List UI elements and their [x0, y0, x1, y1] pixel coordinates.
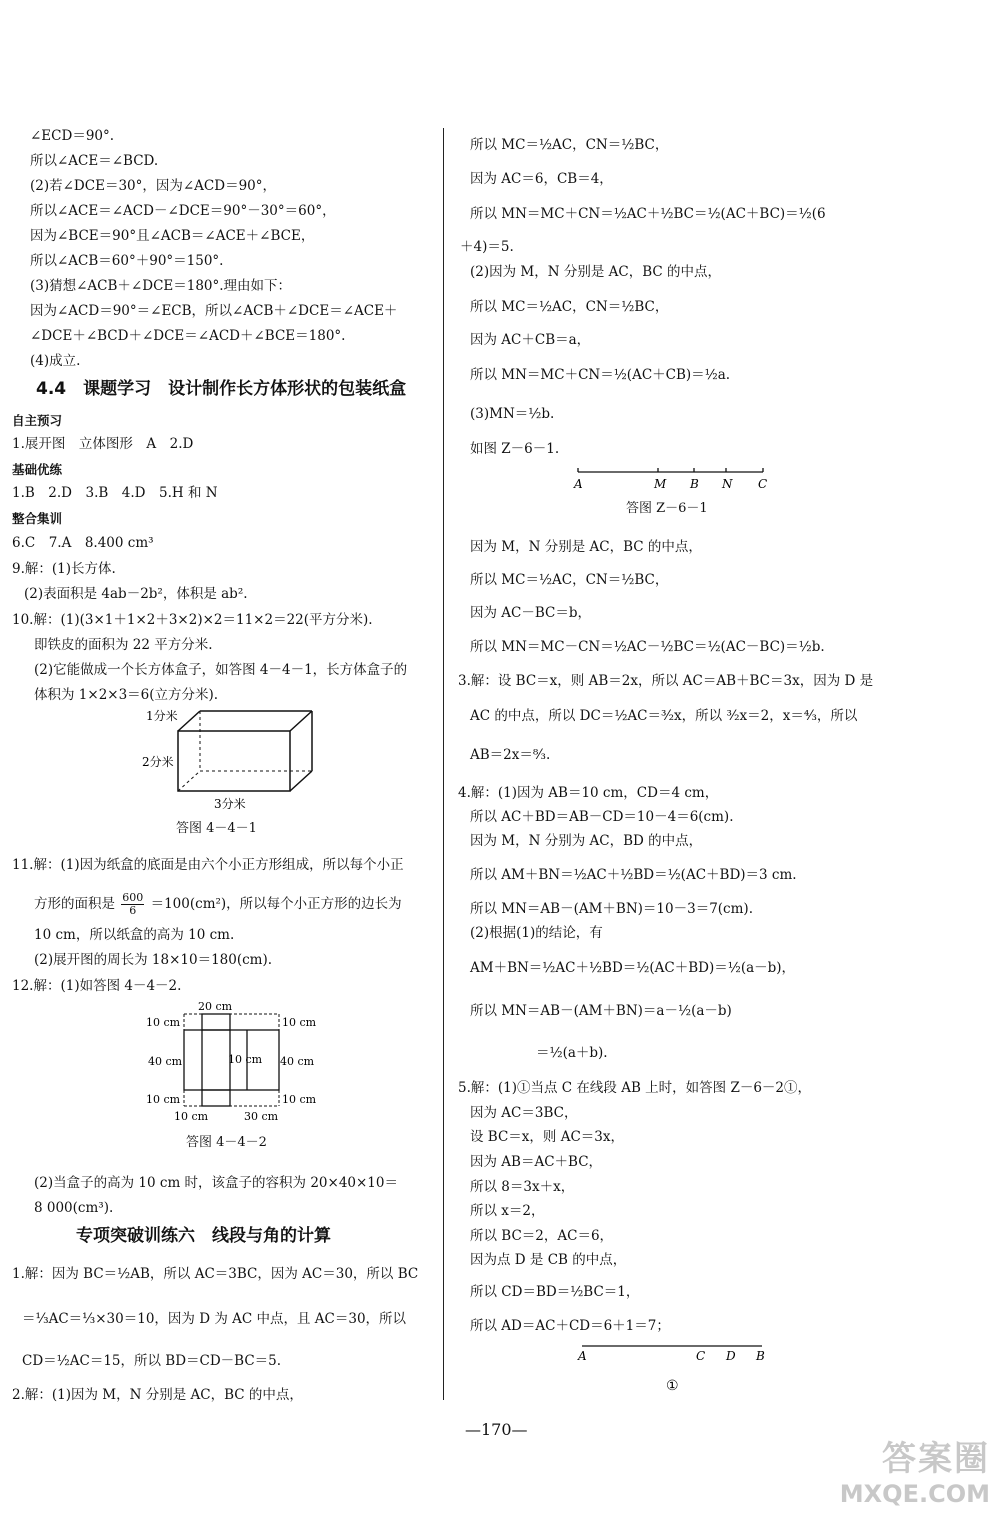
text-line: 所以∠ACE＝∠ACD－∠DCE＝90°－30°＝60°，: [30, 203, 336, 219]
cuboid-label-side: 2分米: [142, 755, 174, 769]
text-line: 所以 MN＝MC－CN＝½AC－½BC＝½(AC－BC)＝½b.: [470, 639, 825, 655]
text-line: 所以 AC＋BD＝AB－CD＝10－4＝6(cm).: [470, 809, 734, 825]
cuboid-label-bottom: 3分米: [214, 797, 246, 811]
text-line: 所以 MN＝MC＋CN＝½AC＋½BC＝½(AC＋BC)＝½(6: [470, 206, 826, 222]
text-line: 所以∠ACE＝∠BCD.: [30, 153, 159, 169]
text-line: (2)表面积是 4ab－2b²，体积是 ab².: [24, 586, 248, 602]
figure-caption: 答图 Z－6－1: [626, 501, 708, 516]
net-label-center: 10 cm: [228, 1053, 263, 1066]
text-line: 所以 MC＝½AC，CN＝½BC，: [470, 137, 669, 153]
text-line: 3.解：设 BC＝x，则 AB＝2x，所以 AC＝AB＋BC＝3x，因为 D 是: [458, 673, 874, 689]
text-line: 12.解：(1)如答图 4－4－2.: [12, 978, 182, 994]
point-label-M: M: [654, 477, 667, 491]
figure-caption: ①: [666, 1378, 679, 1394]
text-line: (2)若∠DCE＝30°，因为∠ACD＝90°，: [30, 178, 277, 194]
text-line: (2)它能做成一个长方体盒子，如答图 4－4－1，长方体盒子的: [34, 662, 408, 678]
text-line: 所以 MC＝½AC，CN＝½BC，: [470, 572, 669, 588]
segment-figure-2: [572, 1336, 772, 1404]
net-label-right-mid: 40 cm: [280, 1055, 315, 1068]
text-line: 即铁皮的面积为 22 平方分米.: [34, 637, 213, 653]
point-label-N: N: [722, 477, 733, 491]
text-line: 8 000(cm³).: [34, 1200, 114, 1216]
point-label-A: A: [578, 1349, 587, 1363]
text-line: 所以 MN＝AB－(AM＋BN)＝a－½(a－b): [470, 1003, 732, 1019]
text-line: 体积为 1×2×3＝6(立方分米).: [34, 687, 219, 703]
text-line: (2)根据(1)的结论，有: [470, 925, 603, 941]
text-line: (3)猜想∠ACB＋∠DCE＝180°.理由如下：: [30, 278, 292, 294]
text-line: AM＋BN＝½AC＋½BD＝½(AC＋BD)＝½(a－b)，: [470, 960, 796, 976]
point-label-B: B: [756, 1349, 765, 1363]
text-line: 2.解：(1)因为 M，N 分别是 AC，BC 的中点，: [12, 1387, 303, 1403]
segment-figure-1: [568, 462, 778, 496]
text-line: 所以∠ACB＝60°＋90°＝150°.: [30, 253, 224, 269]
text-line: ∠DCE＋∠BCD＋∠DCE＝∠ACD＋∠BCE＝180°.: [30, 328, 346, 344]
text-line: 10 cm，所以纸盒的高为 10 cm.: [34, 927, 235, 943]
text-line: 所以 MC＝½AC，CN＝½BC，: [470, 299, 669, 315]
text-line: 因为点 D 是 CB 的中点，: [470, 1252, 627, 1268]
net-label-bottom-right: 30 cm: [244, 1110, 279, 1123]
column-divider: [443, 128, 444, 1400]
figure-caption: 答图 4－4－1: [176, 821, 257, 836]
text-line: 因为∠ACD＝90°＝∠ECB，所以∠ACB＋∠DCE＝∠ACE＋: [30, 303, 398, 319]
net-label-top: 20 cm: [198, 1000, 233, 1013]
subsection-label: 自主预习: [12, 413, 63, 428]
text-line: ＋4)＝5.: [460, 239, 514, 255]
net-label-left-bottom: 10 cm: [146, 1093, 181, 1106]
text-line: CD＝½AC＝15，所以 BD＝CD－BC＝5.: [22, 1353, 282, 1369]
text-line: ＝⅓AC＝⅓×30＝10，因为 D 为 AC 中点，且 AC＝30，所以: [22, 1311, 407, 1327]
text-line: ＝½(a＋b).: [536, 1045, 608, 1061]
text-line: 所以 CD＝BD＝½BC＝1，: [470, 1284, 640, 1300]
text-line: 1.展开图 立体图形 A 2.D: [12, 436, 194, 452]
text-line: AC 的中点，所以 DC＝½AC＝³⁄₂x，所以 ³⁄₂x＝2，x＝⁴⁄₃，所以: [470, 708, 858, 724]
watermark-text: 答案圈: [882, 1439, 990, 1479]
text-line: 因为 AC－BC＝b，: [470, 605, 592, 621]
text-line: 所以 8＝3x＋x，: [470, 1179, 575, 1195]
subsection-label: 基础优练: [12, 462, 63, 477]
net-label-left-mid: 40 cm: [148, 1055, 183, 1068]
text-line: 1.B 2.D 3.B 4.D 5.H 和 N: [12, 485, 218, 501]
section-title: 4.4 课题学习 设计制作长方体形状的包装纸盒: [36, 379, 407, 399]
net-figure: [140, 996, 330, 1126]
text-line: 11.解：(1)因为纸盒的底面是由六个小正方形组成，所以每个小正: [12, 857, 404, 873]
watermark-url: MXQE.COM: [839, 1480, 990, 1508]
text-line: 所以 x＝2，: [470, 1203, 545, 1219]
net-label-right-top: 10 cm: [282, 1016, 317, 1029]
text-line: (2)展开图的周长为 18×10＝180(cm).: [34, 952, 273, 968]
text-line: (3)MN＝½b.: [470, 406, 555, 422]
text-line: 所以 AD＝AC＋CD＝6＋1＝7；: [470, 1318, 670, 1334]
point-label-C: C: [758, 477, 768, 491]
text-segment: ＝100(cm²)，所以每个小正方形的边长为: [150, 896, 402, 912]
text-line: 所以 MN＝MC＋CN＝½(AC＋CB)＝½a.: [470, 367, 731, 383]
text-line: [34, 892, 402, 917]
text-line: 1.解：因为 BC＝½AB，所以 AC＝3BC，因为 AC＝30，所以 BC: [12, 1266, 419, 1282]
text-line: (2)因为 M，N 分别是 AC，BC 的中点，: [470, 264, 722, 280]
text-line: 因为 AC＝3BC，: [470, 1105, 578, 1121]
text-line: AB＝2x＝⁸⁄₃.: [470, 747, 551, 763]
fraction-denominator: 6: [129, 904, 137, 917]
text-line: 因为∠BCE＝90°且∠ACB＝∠ACE＋∠BCE，: [30, 228, 315, 244]
net-label-left-top: 10 cm: [146, 1016, 181, 1029]
net-label-right-bottom: 10 cm: [282, 1093, 317, 1106]
text-line: 因为 AC＋CB＝a，: [470, 332, 591, 348]
text-line: (4)成立.: [30, 353, 81, 369]
subsection-label: 整合集训: [12, 511, 63, 526]
text-line: 9.解：(1)长方体.: [12, 561, 116, 577]
text-line: 6.C 7.A 8.400 cm³: [12, 535, 154, 551]
point-label-B: B: [690, 477, 699, 491]
section-title: 专项突破训练六 线段与角的计算: [76, 1226, 331, 1246]
text-line: ∠ECD＝90°.: [30, 128, 115, 144]
text-line: 所以 BC＝2，AC＝6，: [470, 1228, 614, 1244]
point-label-D: D: [726, 1349, 736, 1363]
cuboid-label-top: 1分米: [146, 709, 178, 723]
point-label-C: C: [696, 1349, 706, 1363]
text-line: 因为 M，N 分别是 AC，BC 的中点，: [470, 539, 702, 555]
figure-caption: 答图 4－4－2: [186, 1135, 267, 1150]
text-line: (2)当盒子的高为 10 cm 时，该盒子的容积为 20×40×10＝: [34, 1175, 398, 1191]
text-line: 设 BC＝x，则 AC＝3x，: [470, 1129, 624, 1145]
text-line: 4.解：(1)因为 AB＝10 cm，CD＝4 cm，: [458, 785, 719, 801]
text-line: 因为 AC＝6，CB＝4，: [470, 171, 613, 187]
net-label-bottom-left: 10 cm: [174, 1110, 209, 1123]
text-line: 10.解：(1)(3×1＋1×2＋3×2)×2＝11×2＝22(平方分米).: [12, 612, 373, 628]
text-line: 5.解：(1)①当点 C 在线段 AB 上时，如答图 Z－6－2①，: [458, 1080, 812, 1096]
fraction: [121, 892, 144, 917]
text-line: 因为 AB＝AC＋BC，: [470, 1154, 603, 1170]
text-line: 所以 AM＋BN＝½AC＋½BD＝½(AC＋BD)＝3 cm.: [470, 867, 797, 883]
text-line: 如图 Z－6－1.: [470, 441, 560, 457]
point-label-A: A: [574, 477, 583, 491]
watermark: [840, 1431, 990, 1508]
text-line: 所以 MN＝AB－(AM＋BN)＝10－3＝7(cm).: [470, 901, 753, 917]
text-line: 因为 M，N 分别为 AC，BD 的中点，: [470, 833, 703, 849]
text-segment: 方形的面积是: [34, 896, 115, 912]
page-number: —170—: [465, 1420, 528, 1439]
fraction-numerator: 600: [122, 891, 144, 904]
